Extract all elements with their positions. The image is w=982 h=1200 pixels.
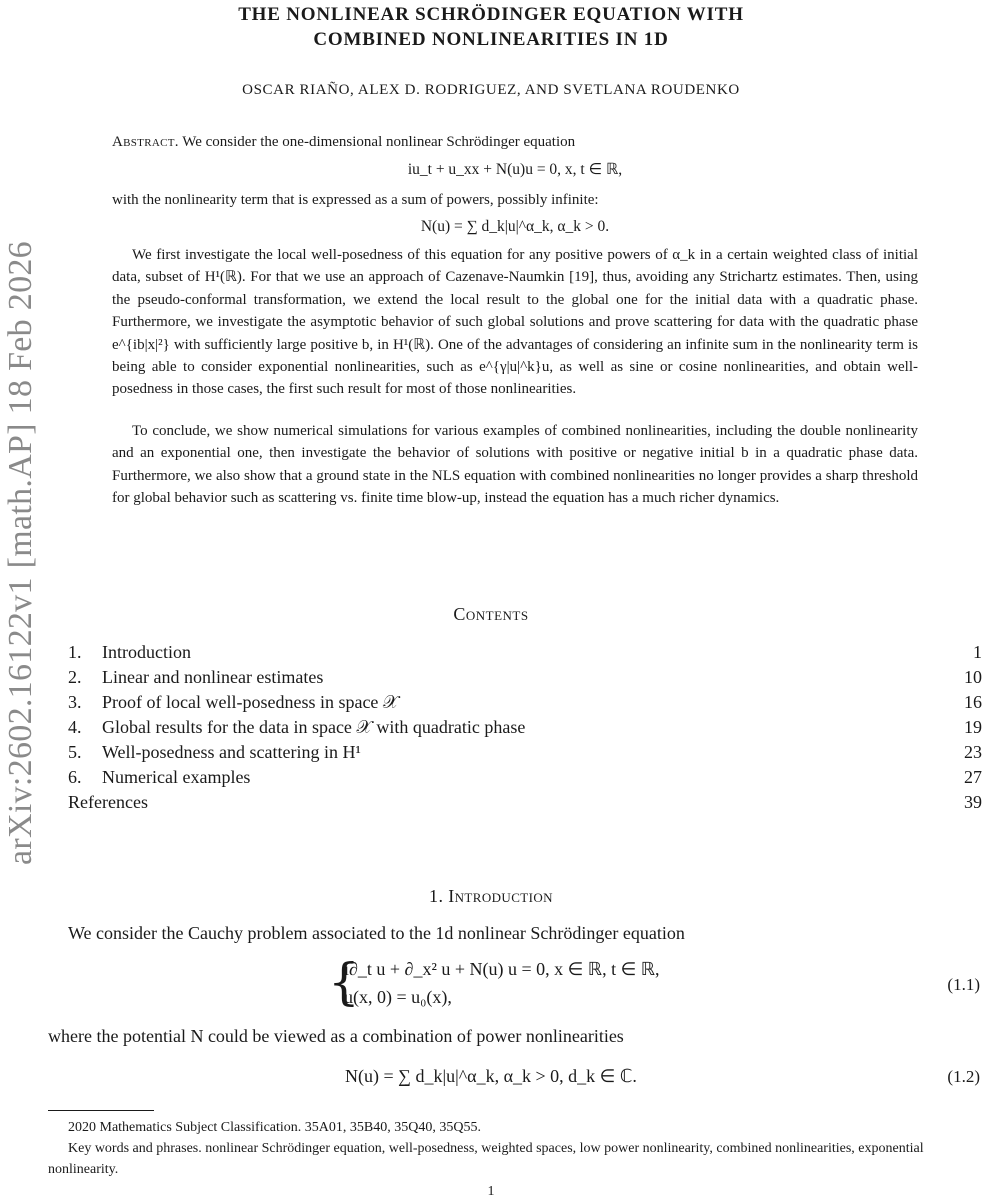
contents-heading: Contents xyxy=(453,604,529,624)
toc-entry-references[interactable] xyxy=(68,792,982,816)
page-number: 1 xyxy=(487,1184,495,1199)
toc-entry-number: 5. xyxy=(68,742,82,762)
abstract-label: Abstract. xyxy=(112,134,179,150)
paper-title-line-1: THE NONLINEAR SCHRÖDINGER EQUATION WITH xyxy=(238,4,744,25)
toc-entry-page: 16 xyxy=(964,692,982,712)
toc-entry-page: 19 xyxy=(964,717,982,737)
toc-entry-local-well-posedness[interactable] xyxy=(68,692,982,716)
toc-entry-number: 6. xyxy=(68,767,82,787)
abstract-eq1-text: iu_t + u_xx + N(u)u = 0, x, t ∈ ℝ, xyxy=(407,161,623,178)
equation-number-1-2: (1.2) xyxy=(947,1067,980,1086)
abstract-intro-text: We consider the one-dimensional nonlinear Schrödinger equation xyxy=(182,134,576,150)
equation-1-1-line-1: i∂_t u + ∂_x² u + N(u) u = 0, x ∈ ℝ, t ∈ ℝ, xyxy=(344,959,660,979)
toc-entry-title: Global results for the data in space 𝒳 with quadratic phase xyxy=(102,717,526,737)
equation-number-1-1: (1.1) xyxy=(947,975,980,994)
arxiv-stamp-text: arXiv:2602.16122v1 [math.AP] 18 Feb 2026 xyxy=(2,240,39,865)
toc-entry-introduction[interactable] xyxy=(68,642,982,666)
section-heading-introduction xyxy=(0,886,982,907)
toc-entry-estimates[interactable] xyxy=(68,667,982,691)
toc-entry-title: Well-posedness and scattering in H¹ xyxy=(102,742,361,762)
abstract-equation-1 xyxy=(112,160,918,179)
abstract-eq2-text: N(u) = ∑ d_k|u|^α_k, α_k > 0. xyxy=(420,218,610,235)
table-of-contents xyxy=(68,642,982,822)
toc-entry-number: 4. xyxy=(68,717,82,737)
toc-entry-page: 1 xyxy=(973,642,982,662)
abstract-paragraph-1: We first investigate the local well-posedness of this equation for any positive powers of α_k in a certain weighted class of initial data, subset of H¹(ℝ). For that we use an approach of Cazenave-Naumkin [19], thus, avoiding any Strichartz estimates. Then, using the pseudo-conformal transformation, we extend the local result to the global one for the initial data with a quadratic phase. Furthermore, we investigate the asymptotic behavior of such global solutions and prove scattering for data with the quadratic phase e^{ib|x|²} with sufficiently large positive b, in H¹(ℝ). One of the advantages of considering an infinite sum in the nonlinearity term is being able to consider exponential nonlinearities, such as e^{γ|u|^k}u, as well as sine or cosine nonlinearities, and obtain well-posedness in those cases, the first such result for most of those nonlinearities. xyxy=(112,247,918,398)
footnote-keywords: Key words and phrases. nonlinear Schrödinger equation, well-posedness, weighted spaces, low power nonlinearity, combined nonlinearities, exponential nonlinearity. xyxy=(48,1141,924,1177)
footnote-rule xyxy=(48,1110,154,1111)
abstract-paragraph-2: To conclude, we show numerical simulations for various examples of combined nonlinearities, including the double nonlinearity and an exponential one, then investigate the behavior of solutions with positive or negative initial b in a quadratic phase data. Furthermore, we also show that a ground state in the NLS equation with combined nonlinearities no longer provides a sharp threshold for global behavior such as scattering vs. finite time blow-up, instead the equation has a much richer dynamics. xyxy=(112,423,918,507)
intro-sentence-1: We consider the Cauchy problem associated to the 1d nonlinear Schrödinger equation xyxy=(68,923,685,943)
arxiv-stamp xyxy=(4,220,38,885)
toc-entry-number: 2. xyxy=(68,667,82,687)
toc-entry-title: Proof of local well-posedness in space 𝒳 xyxy=(102,692,399,712)
section-heading-text: 1. Introduction xyxy=(429,886,553,906)
toc-entry-title: References xyxy=(68,792,148,812)
equation-brace: { xyxy=(328,953,360,1011)
toc-entry-page: 10 xyxy=(964,667,982,687)
toc-entry-title: Linear and nonlinear estimates xyxy=(102,667,324,687)
abstract-intro xyxy=(112,131,918,153)
intro-sentence-2: where the potential N could be viewed as a combination of power nonlinearities xyxy=(48,1026,624,1046)
toc-entry-page: 23 xyxy=(964,742,982,762)
toc-entry-page: 27 xyxy=(964,767,982,787)
abstract-equation-2 xyxy=(112,218,918,236)
paper-title-line-2: COMBINED NONLINEARITIES IN 1D xyxy=(313,29,669,50)
equation-1-1 xyxy=(328,953,748,1017)
toc-entry-number: 3. xyxy=(68,692,82,712)
toc-entry-global-results[interactable] xyxy=(68,717,982,741)
footnote-msc: 2020 Mathematics Subject Classification. 35A01, 35B40, 35Q40, 35Q55. xyxy=(68,1120,481,1135)
toc-entry-title: Numerical examples xyxy=(102,767,251,787)
toc-entry-scattering[interactable] xyxy=(68,742,982,766)
equation-1-2: N(u) = ∑ d_k|u|^α_k, α_k > 0, d_k ∈ ℂ. xyxy=(345,1066,637,1086)
abstract-middle: with the nonlinearity term that is expressed as a sum of powers, possibly infinite: xyxy=(112,192,599,208)
paper-authors: OSCAR RIAÑO, ALEX D. RODRIGUEZ, AND SVETLANA ROUDENKO xyxy=(242,82,740,98)
equation-1-1-line-2: u(x, 0) = u₀(x), xyxy=(344,987,452,1007)
toc-entry-page: 39 xyxy=(964,792,982,812)
toc-entry-numerical-examples[interactable] xyxy=(68,767,982,791)
toc-entry-title: Introduction xyxy=(102,642,191,662)
toc-entry-number: 1. xyxy=(68,642,82,662)
